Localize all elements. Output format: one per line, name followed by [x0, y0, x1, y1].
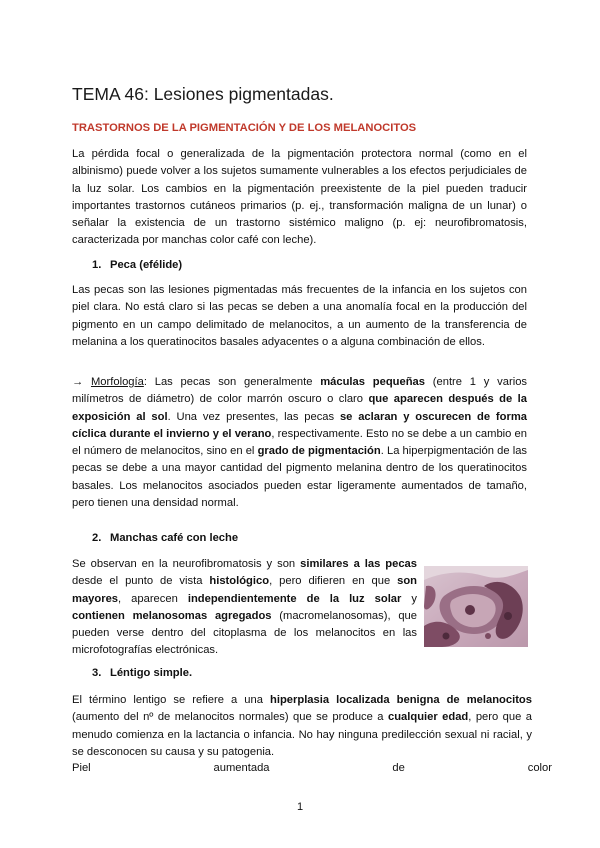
- morfologia-label: Morfología: [90, 376, 144, 388]
- histology-image: [424, 566, 528, 647]
- text-run: desde el punto de vista: [72, 575, 210, 588]
- text-run: (macromelanosomas), que pueden verse dentro del citoplasma de los melanocitos en las microfotografías electrónicas.: [72, 609, 417, 657]
- text-run: , pero que a menudo comienza en la lactancia o infancia. No hay ninguna predilección sexual ni racial, y se desconocen su causa y su patogenia.: [72, 711, 532, 758]
- heading-lentigo: [92, 667, 192, 679]
- text-run: , aparecen: [118, 592, 188, 605]
- peca-paragraph: Las pecas son las lesiones pigmentadas más frecuentes de la infancia en los sujetos con piel clara. No está claro si las pecas se deben a una anomalía focal en la producción del pigmento en un campo delimitado de melanocitos, a un aumento de la transferencia de melanina a los queratinocitos basales adyacentes o a alguna combinación de ellos.: [72, 284, 527, 348]
- cafe-paragraph: [72, 556, 417, 660]
- bold-run: independientemente de la luz solar: [187, 592, 402, 605]
- morfologia-paragraph: [72, 374, 527, 512]
- intro-paragraph: La pérdida focal o generalizada de la pigmentación protectora normal (como en el albinismo) puede volver a los sujetos sumamente vulnerables a los efectos perjudiciales de la luz solar. Los cambios en la pigmentación preexistente de la piel pueden traducir importantes trastornos cutáneos primarios (p. ej., transformación maligna de un lunar) o señalar la existencia de un trastorno sistémico maligno (p. ej: neurofibromatosis, caracterizada por manchas color café con leche).: [72, 148, 527, 247]
- page-number: 1: [296, 801, 304, 813]
- section-title: TRASTORNOS DE LA PIGMENTACIÓN Y DE LOS MELANOCITOS: [72, 122, 417, 134]
- bold-run: que aparecen después de la exposición al sol: [72, 393, 527, 423]
- arrow-icon: →: [72, 376, 84, 388]
- text-run: , pero difieren en que: [269, 575, 398, 588]
- word: color: [527, 762, 552, 774]
- heading-number: 2.: [92, 532, 102, 544]
- text-run: Se observan en la neurofibromatosis y son: [72, 558, 301, 570]
- bold-run: histológico: [209, 575, 270, 588]
- text-run: . Una vez presentes, las pecas: [167, 410, 340, 423]
- text-run: : Las pecas son generalmente: [143, 376, 321, 388]
- text-run: El término lentigo se refiere a una: [72, 694, 271, 706]
- heading-number: 3.: [92, 667, 102, 679]
- bold-run: similares a las pecas: [300, 558, 417, 570]
- page-title: TEMA 46: Lesiones pigmentadas.: [72, 84, 334, 104]
- bold-run: máculas pequeñas: [320, 376, 425, 388]
- heading-label: Léntigo simple.: [110, 667, 193, 679]
- bold-run: grado de pigmentación: [257, 445, 381, 458]
- trailing-line: [72, 762, 552, 774]
- bold-run: cualquier edad: [387, 711, 469, 724]
- bold-run: hiperplasia localizada benigna de melanocitos: [270, 694, 532, 706]
- bold-run: son mayores: [72, 575, 417, 605]
- word: Piel: [72, 762, 91, 774]
- bold-run: se aclaran y oscurecen de forma cíclica durante el invierno y el verano: [72, 410, 527, 440]
- heading-cafe: [92, 532, 238, 544]
- heading-label: Peca (efélide): [110, 259, 183, 271]
- lentigo-paragraph: [72, 692, 532, 761]
- word: aumentada: [213, 762, 270, 774]
- text-run: y: [401, 592, 417, 605]
- heading-label: Manchas café con leche: [110, 532, 239, 544]
- text-run: (aumento del nº de melanocitos normales) que se produce a: [72, 711, 388, 724]
- text-run: (entre 1 y varios milímetros de diámetro) de color marrón oscuro o claro: [72, 376, 528, 406]
- text-run: . La hiperpigmentación de las pecas se debe a una mayor cantidad del pigmento melanina dentro de los queratinocitos basales. Los melanocitos asociados pueden estar ligeramente aumentados de tamaño, pero tienen una densidad normal.: [72, 445, 528, 510]
- bold-run: contienen melanosomas agregados: [72, 609, 272, 622]
- heading-peca: [92, 259, 182, 271]
- heading-number: 1.: [92, 259, 102, 271]
- text-run: , respectivamente. Esto no se debe a un cambio en el número de melanocitos, sino en el: [72, 427, 527, 458]
- word: de: [392, 762, 405, 774]
